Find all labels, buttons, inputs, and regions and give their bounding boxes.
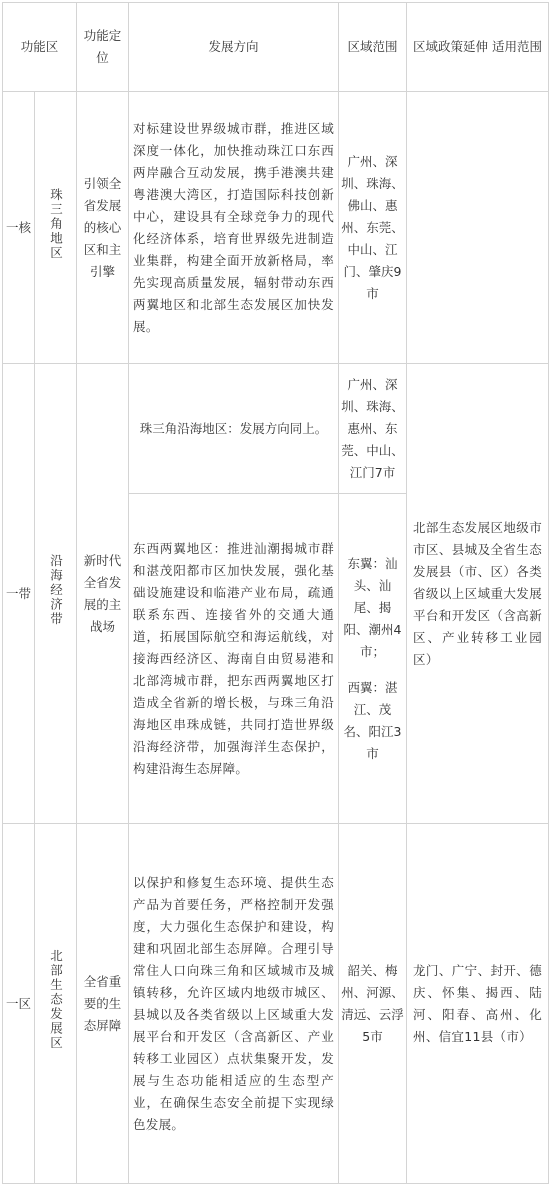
direction-cell-core: 对标建设世界级城市群，推进区域深度一体化，加快推动珠江口东西两岸融合互动发展，携手港澳共建粤港澳大湾区，打造国际科技创新中心，建设具有全球竞争力的现代化经济体系，培育世界级先进制造业集群，构建全面开放新格局，率先实现高质量发展，辐射带动东西两翼地区和北部生态发展区加快发展。 [129, 92, 339, 364]
policy-cell-zone: 龙门、广宁、封开、德庆、怀集、揭西、陆河、阳春、高州、化州、信宜11县（市） [407, 824, 549, 1184]
direction-cell-belt-pearl: 珠三角沿海地区：发展方向同上。 [129, 364, 339, 494]
scope-cell-zone: 韶关、梅州、河源、清远、云浮5市 [339, 824, 407, 1184]
group-cell-belt: 一带 [3, 364, 35, 824]
table-row-core [3, 92, 549, 364]
zone-name-cell-zone [35, 824, 77, 1184]
position-cell-core: 引领全省发展的核心区和主引擎 [77, 92, 129, 364]
group-cell-core: 一核 [3, 92, 35, 364]
header-position: 功能定位 [77, 3, 129, 92]
scope-cell-belt-pearl: 广州、深圳、珠海、惠州、东莞、中山、江门7市 [339, 364, 407, 494]
zone-name-zone: 北部生态发展区 [48, 949, 64, 1051]
header-zone: 功能区 [3, 3, 77, 92]
header-scope: 区域范围 [339, 3, 407, 92]
position-cell-belt: 新时代全省发展的主战场 [77, 364, 129, 824]
zone-name-cell-core [35, 92, 77, 364]
direction-cell-belt-wings: 东西两翼地区：推进汕潮揭城市群和湛茂阳都市区加快发展，强化基础设施建设和临港产业布局，疏通联系东西、连接省外的交通大通道，拓展国际航空和海运航线，对接海西经济区、海南自由贸易港和北部湾城市群，把东西两翼地区打造成全省新的增长极，与珠三角沿海地区串珠成链，共同打造世界级沿海经济带，加强海洋生态保护，构建沿海生态屏障。 [129, 494, 339, 824]
scope-cell-core: 广州、深圳、珠海、佛山、惠州、东莞、中山、江门、肇庆9市 [339, 92, 407, 364]
header-policy: 区域政策延伸 适用范围 [407, 3, 549, 92]
table-row-belt-pearl [3, 364, 549, 494]
policy-cell-core [407, 92, 549, 364]
position-cell-zone: 全省重要的生态屏障 [77, 824, 129, 1184]
regional-policy-table [2, 2, 549, 1184]
table-header-row [3, 3, 549, 92]
scope-west-wing: 西翼：湛江、茂名、阳江3市 [343, 679, 402, 761]
table-row-zone [3, 824, 549, 1184]
direction-cell-zone: 以保护和修复生态环境、提供生态产品为首要任务，严格控制开发强度，大力强化生态保护和建设，构建和巩固北部生态屏障。合理引导常住人口向珠三角和区域城市及城镇转移，允许区域内地级市城区、县城以及各类省级以上区域重大发展平台和开发区（含高新区、产业转移工业园区）点状集聚开发，发展与生态功能相适应的生态型产业，在确保生态安全前提下实现绿色发展。 [129, 824, 339, 1184]
zone-name-belt: 沿海经济带 [48, 553, 64, 627]
scope-east-wing: 东翼：汕头、汕尾、揭阳、潮州4市； [343, 555, 402, 659]
group-cell-zone: 一区 [3, 824, 35, 1184]
header-direction: 发展方向 [129, 3, 339, 92]
zone-name-core: 珠三角地区 [48, 187, 64, 261]
zone-name-cell-belt [35, 364, 77, 824]
policy-cell-belt: 北部生态发展区地级市市区、县城及全省生态发展县（市、区）各类省级以上区域重大发展平台和开发区（含高新区、产业转移工业园区） [407, 364, 549, 824]
scope-cell-belt-wings [339, 494, 407, 824]
